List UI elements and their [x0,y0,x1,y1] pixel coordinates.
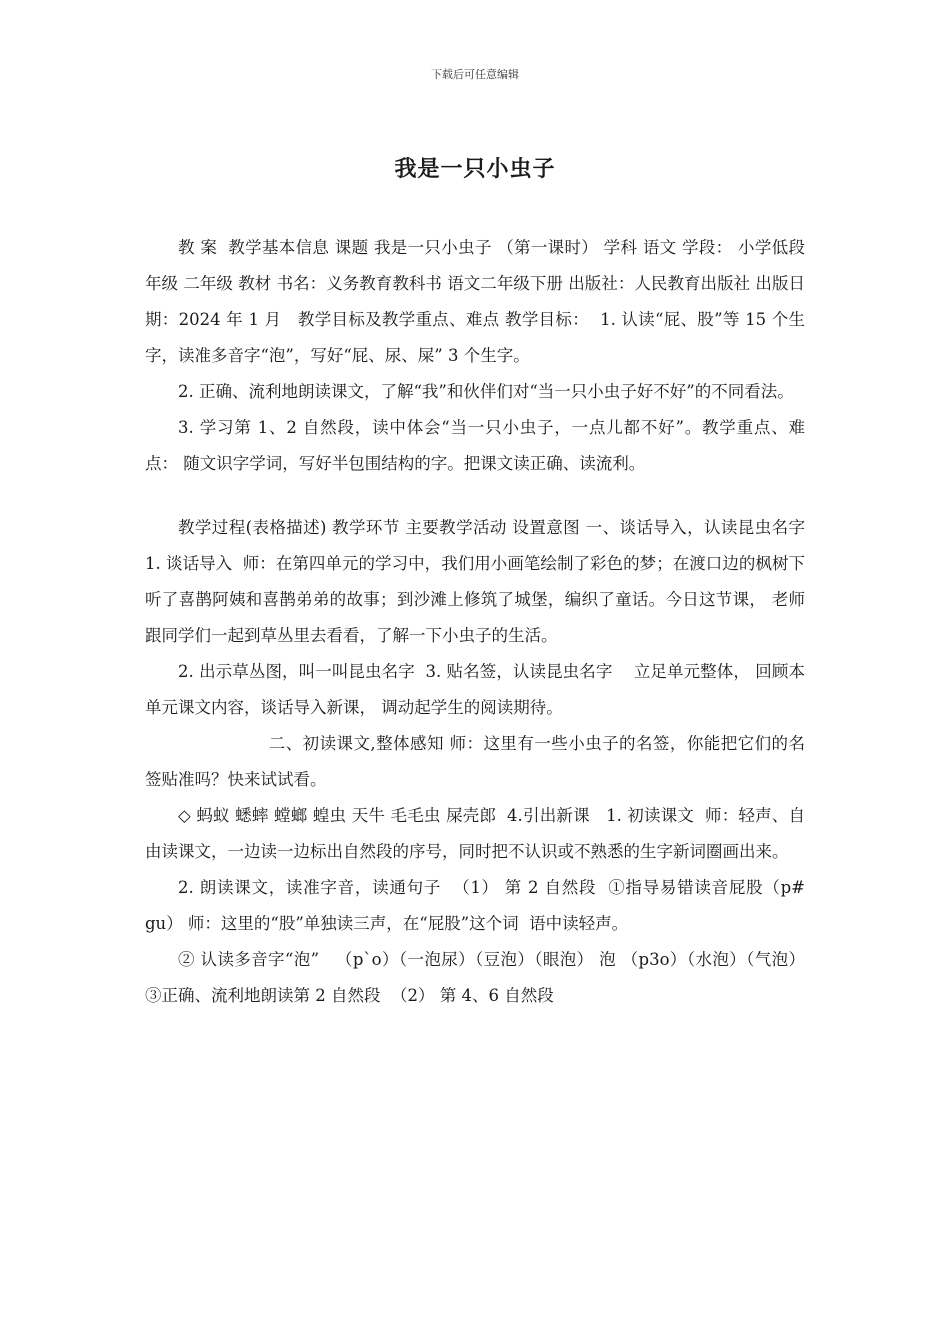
paragraph-section-2: 二、初读课文,整体感知 师：这里有一些小虫子的名签，你能把它们的名签贴准吗？快来试试看。 [145,734,805,789]
paragraph-goal-2: 2. 正确、流利地朗读课文，了解“我”和伙伴们对“当一只小虫子好不好”的不同看法。 [178,382,794,401]
header-note: 下载后可任意编辑 [431,68,519,81]
paragraph-basic-info: 教 案 教学基本信息 课题 我是一只小虫子 （第一课时） 学科 语文 学段： 小学低段 年级 二年级 教材 书名：义务教育教科书 语文二年级下册 出版社：人民教育出版社 出版日期：2024 年 1 月 教学目标及教学重点、难点 教学目标： 1. 认读“屁、股”等 15 个生字，读准多音字“泡”，写好“屁、尿、屎” 3 个生字。 [145,238,811,365]
paragraph-reading-aloud: 2. 朗读课文，读准字音，读通句子 （1） 第 2 自然段 ①指导易错读音屁股（p# gu） 师：这里的“股”单独读三声，在“屁股”这个词 语中读轻声。 [145,878,811,933]
paragraph-insect-names: ◇ 蚂蚁 蟋蟀 螳螂 蝗虫 天牛 毛毛虫 屎壳郎 4.引出新课 1. 初读课文 师：轻声、自由读课文，一边读一边标出自然段的序号，同时把不认识或不熟悉的生字新词圈画出来。 [145,806,805,861]
paragraph-goal-3: 3. 学习第 1、2 自然段，读中体会“当一只小虫子，一点儿都不好”。教学重点、难点： 随文识字学词，写好半包围结构的字。把课文读正确、读流利。 [145,418,805,473]
paragraph-polyphone: ② 认读多音字“泡” （p`o）（一泡尿）（豆泡）（眼泡） 泡 （p3o）（水泡）（气泡） ③正确、流利地朗读第 2 自然段 （2） 第 4、6 自然段 [145,950,811,1005]
paragraph-teaching-process: 教学过程(表格描述) 教学环节 主要教学活动 设置意图 一、谈话导入，认读昆虫名字 1. 谈话导入 师：在第四单元的学习中，我们用小画笔绘制了彩色的梦；在渡口边的枫树下听了喜鹊阿姨和喜鹊弟弟的故事；到沙滩上修筑了城堡，编织了童话。今日这节课， 老师跟同学们一起到草丛里去看看，了解一下小虫子的生活。 [145,518,811,645]
document-body [145,230,811,1014]
document-title: 我是一只小虫子 [394,156,556,182]
paragraph-step-2-3: 2. 出示草丛图，叫一叫昆虫名字 3. 贴名签，认读昆虫名字 立足单元整体， 回顾本单元课文内容，谈话导入新课， 调动起学生的阅读期待。 [145,662,805,717]
